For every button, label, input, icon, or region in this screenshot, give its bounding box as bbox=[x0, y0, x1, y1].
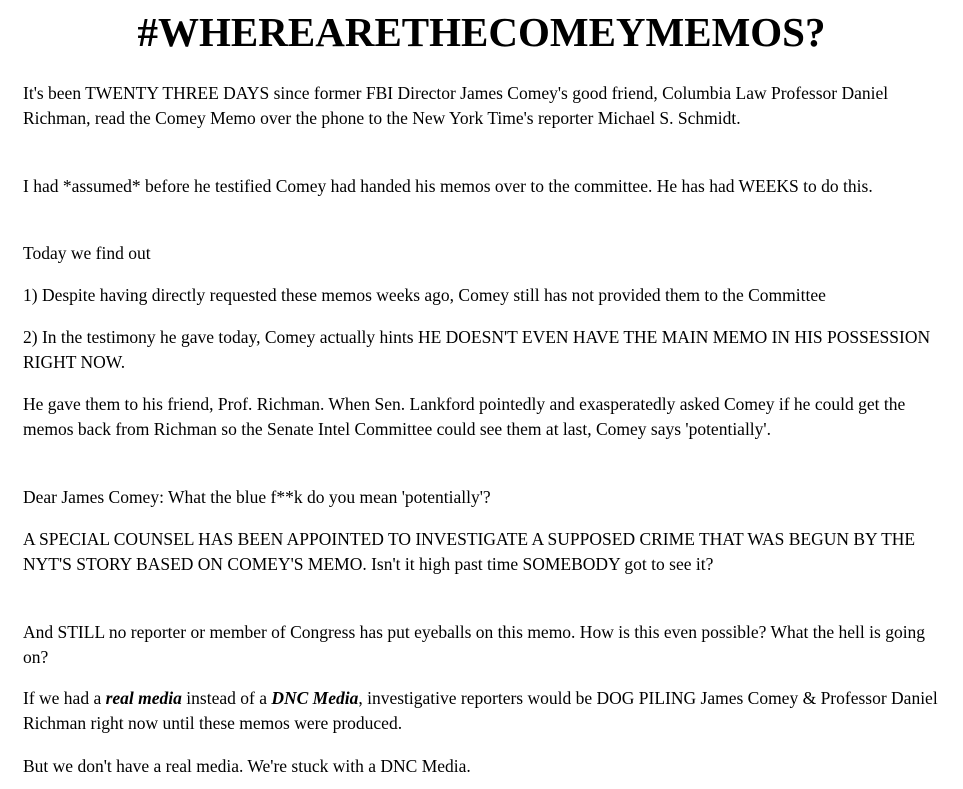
paragraph-gave-to-friend: He gave them to his friend, Prof. Richman. When Sen. Lankford pointedly and exasperatedly asked Comey if he could get the memos back from Richman so the Senate Intel Committee could see them at last, Comey says 'potentially'. bbox=[23, 394, 906, 439]
real-media-text-2: instead of a bbox=[181, 688, 272, 708]
paragraph-days-since-leak: It's been TWENTY THREE DAYS since former FBI Director James Comey's good friend, Columbia Law Professor Daniel Richman, read the Comey Memo over the phone to the New York Time's reporter Michael S. Schmidt. bbox=[23, 83, 889, 128]
page-title: #WHEREARETHECOMEYMEMOS? bbox=[137, 9, 826, 55]
dnc-media-emphasis: DNC Media bbox=[271, 688, 359, 708]
paragraph-real-media bbox=[23, 686, 943, 736]
real-media-text-3: , investigative reporters would be DOG PILING James Comey & Professor Daniel Richman right now until these memos were produced. bbox=[23, 688, 938, 733]
real-media-text-1: If we had a bbox=[23, 688, 106, 708]
paragraph-assumed-handed-over: I had *assumed* before he testified Comey had handed his memos over to the committee. He has had WEEKS to do this. bbox=[23, 176, 873, 196]
real-media-emphasis: real media bbox=[105, 688, 182, 708]
paragraph-special-counsel: A SPECIAL COUNSEL HAS BEEN APPOINTED TO INVESTIGATE A SUPPOSED CRIME THAT WAS BEGUN BY THE NYT'S STORY BASED ON COMEY'S MEMO. Isn't it high past time SOMEBODY got to see it? bbox=[23, 529, 916, 574]
paragraph-today-we-find-out: Today we find out bbox=[23, 243, 151, 263]
paragraph-dear-james-comey: Dear James Comey: What the blue f**k do you mean 'potentially'? bbox=[23, 487, 491, 507]
paragraph-point-two: 2) In the testimony he gave today, Comey actually hints HE DOESN'T EVEN HAVE THE MAIN MEMO IN HIS POSSESSION RIGHT NOW. bbox=[23, 327, 931, 372]
paragraph-still-no-reporter: And STILL no reporter or member of Congress has put eyeballs on this memo. How is this even possible? What the hell is going on? bbox=[23, 622, 926, 667]
paragraph-point-one: 1) Despite having directly requested these memos weeks ago, Comey still has not provided them to the Committee bbox=[23, 285, 826, 305]
paragraph-closing: But we don't have a real media. We're stuck with a DNC Media. bbox=[23, 756, 471, 776]
